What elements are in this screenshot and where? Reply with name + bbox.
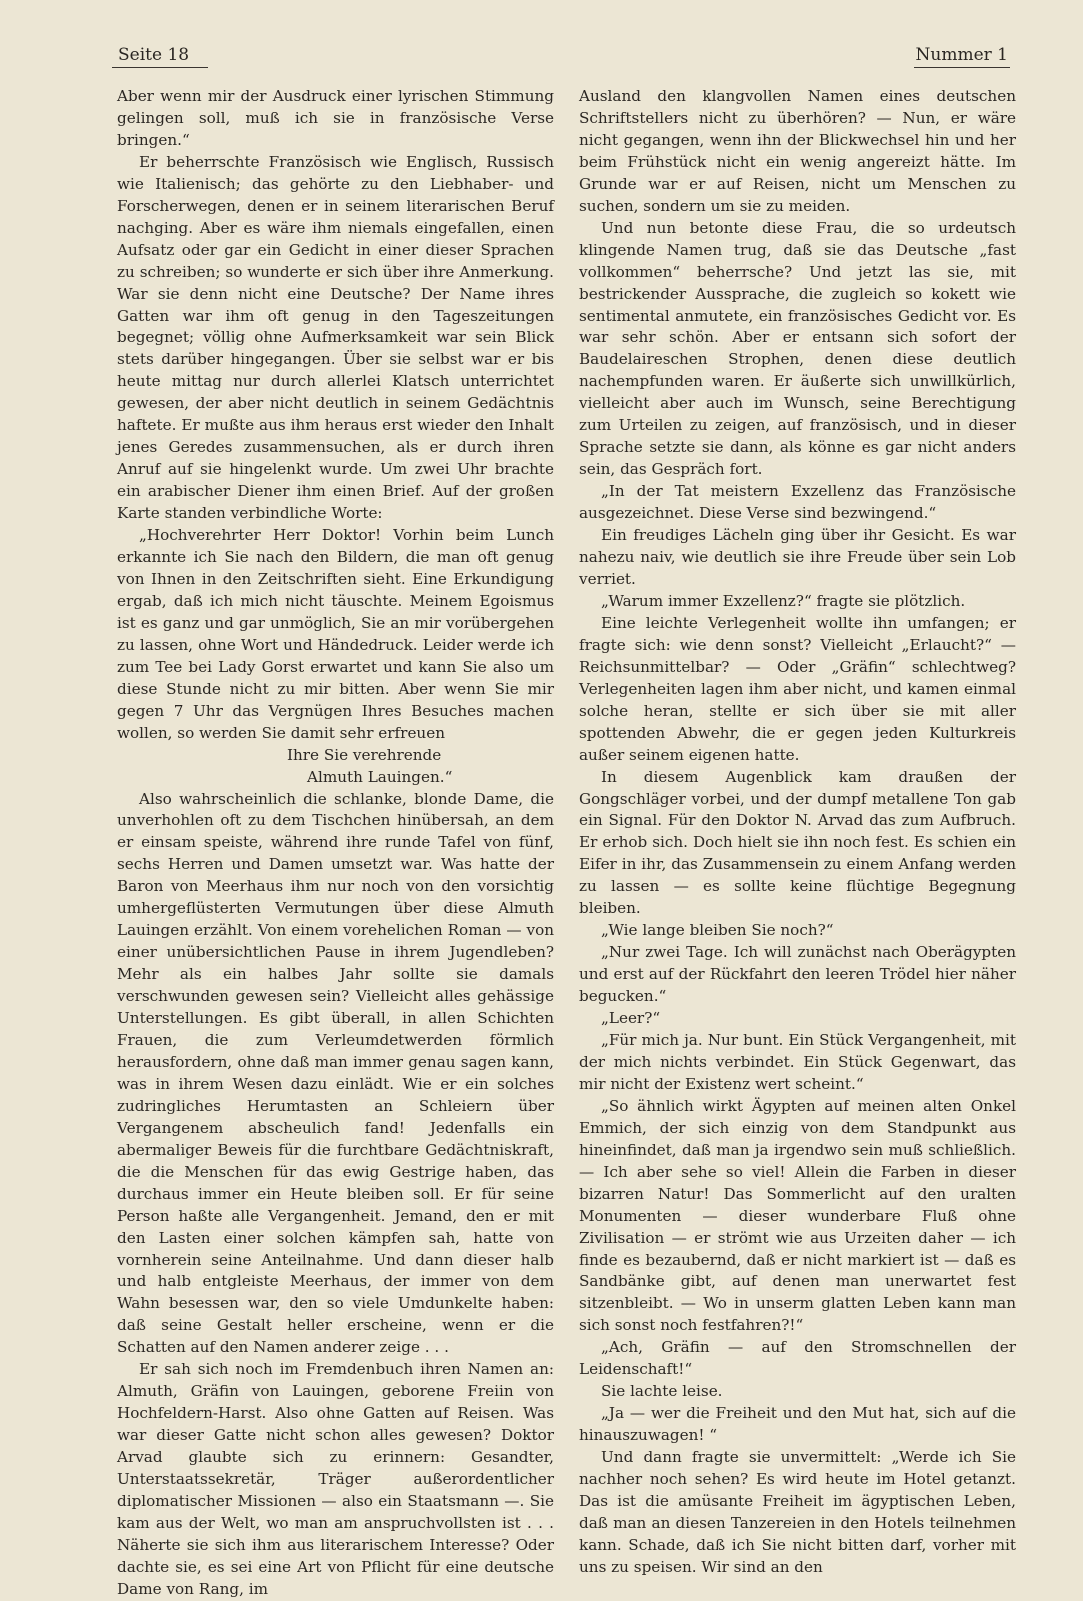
page-number: Seite 18 [118, 45, 190, 65]
paragraph: Und nun betonte diese Frau, die so urdeutsch klingende Namen trug, daß sie das Deutsche „fast vollkommen“ beherrsche? Und jetzt las sie, mit bestrickender Aussprache, die zugleich so kokett wie sentimental anmutete, ein französisches Gedicht vor. Es war sehr schön. Aber er entsann sich sofort der Baudelaireschen Strophen, denen diese deutlich nachempfunden waren. Er äußerte sich unwillkürlich, vielleicht aber auch im Wunsch, seine Berechtigung zum Urteilen zu zeigen, auf französisch, und in dieser Sprache setzte sie dann, als könne es gar nicht anders sein, das Gespräch fort. [579, 218, 1016, 479]
paragraph: „Nur zwei Tage. Ich will zunächst nach Oberägypten und erst auf der Rückfahrt den leeren Trödel hier näher begucken.“ [579, 943, 1016, 1006]
paragraph: „Für mich ja. Nur bunt. Ein Stück Vergangenheit, mit der mich nichts verbindet. Ein Stück Gegenwart, das mir nicht der Existenz wert scheint.“ [579, 1030, 1016, 1093]
paragraph: „In der Tat meistern Exzellenz das Französische ausgezeichnet. Diese Verse sind bezwingend.“ [579, 482, 1016, 523]
header-rule-right [914, 67, 1010, 68]
issue-number: Nummer 1 [915, 45, 1008, 65]
paragraph: In diesem Augenblick kam draußen der Gongschläger vorbei, und der dumpf metallene Ton gab ein Signal. Für den Doktor N. Arvad das zum Aufbruch. Er erhob sich. Doch hielt sie ihn noch fest. Es schien ein Eifer in ihr, das Zusammensein zu einem Anfang werden zu lassen — es sollte keine flüchtige Begegnung bleiben. [579, 767, 1016, 918]
paragraph: „Wie lange bleiben Sie noch?“ [601, 921, 834, 940]
paragraph: „So ähnlich wirkt Ägypten auf meinen alten Onkel Emmich, der sich einzig von dem Standpunkt aus hineinfindet, daß man ja irgendwo sein muß schließlich. — Ich aber sehe so viel! Allein die Farben in dieser bizarren Natur! Das Sommerlicht auf den uralten Monumenten — dieser wunderbare Fluß ohne Zivilisation — er strömt wie aus Urzeiten daher — ich finde es bezaubernd, daß er nicht markiert ist — daß es Sandbänke gibt, auf denen man unerwartet fest sitzenbleibt. — Wo in unserm glatten Leben kann man sich sonst noch festfahren?!“ [579, 1096, 1016, 1335]
left-column [117, 86, 554, 1601]
letter-closing: Ihre Sie verehrende [287, 745, 442, 764]
paragraph: Sie lachte leise. [601, 1382, 723, 1401]
paragraph: Und dann fragte sie unvermittelt: „Werde ich Sie nachher noch sehen? Es wird heute im Hotel getanzt. Das ist die amüsante Freiheit im ägyptischen Leben, daß man an diesen Tanzereien in den Hotels teilnehmen kann. Schade, daß ich Sie nicht bitten darf, vorher mit uns zu speisen. Wir sind an den [579, 1448, 1016, 1576]
paragraph: Er sah sich noch im Fremdenbuch ihren Namen an: Almuth, Gräfin von Lauingen, geborene Freiin von Hochfeldern-Harst. Also ohne Gatten auf Reisen. Was war dieser Gatte nicht schon alles gewesen? Doktor Arvad glaubte sich zu erinnern: Gesandter, Unterstaatssekretär, Träger außerordentlicher diplomatischer Missionen — also ein Staatsmann —. Sie kam aus der Welt, wo man am anspruchvollsten ist . . . Näherte sie sich ihm aus literarischem Interesse? Oder dachte sie, es sei eine Art von Pflicht für eine deutsche Dame von Rang, im [117, 1360, 554, 1598]
paragraph: Ein freudiges Lächeln ging über ihr Gesicht. Es war nahezu naiv, wie deutlich sie ihre Freude über sein Lob verriet. [579, 526, 1016, 588]
right-column [579, 86, 1016, 1579]
paragraph: Aber wenn mir der Ausdruck einer lyrischen Stimmung gelingen soll, muß ich sie in französische Verse bringen.“ [117, 87, 554, 149]
paragraph: „Ja — wer die Freiheit und den Mut hat, sich auf die hinauszuwagen! “ [579, 1404, 1016, 1445]
paragraph: „Ach, Gräfin — auf den Stromschnellen der Leidenschaft!“ [579, 1338, 1016, 1379]
letter-text: „Hochverehrter Herr Doktor! Vorhin beim Lunch erkannte ich Sie nach den Bildern, die man oft genug von Ihnen in den Zeitschriften sieht. Eine Erkundigung ergab, daß ich mich nicht täuschte. Meinem Egoismus ist es ganz und gar unmöglich, Sie an mir vorübergehen zu lassen, ohne Wort und Händedruck. Leider werde ich zum Tee bei Lady Gorst erwartet und kann Sie also um diese Stunde nicht zu mir bitten. Aber wenn Sie mir gegen 7 Uhr das Vergnügen Ihres Besuches machen wollen, so werden Sie damit sehr erfreuen [117, 526, 554, 742]
paragraph: „Warum immer Exzellenz?“ fragte sie plötzlich. [601, 591, 966, 610]
paragraph: „Leer?“ [601, 1009, 661, 1028]
letter-signature: Almuth Lauingen.“ [307, 767, 453, 786]
paragraph: Eine leichte Verlegenheit wollte ihn umfangen; er fragte sich: wie denn sonst? Vielleicht „Erlaucht?“ — Reichsunmittelbar? — Oder „Gräfin“ schlechtweg? Verlegenheiten lagen ihm aber nicht, und kamen einmal solche heran, stellte er sich über sie mit aller spottenden Abwehr, die er gegen jeden Kulturkreis außer seinem eigenen hatte. [579, 613, 1016, 764]
header-rule-left [112, 67, 208, 68]
paragraph: Ausland den klangvollen Namen eines deutschen Schriftstellers nicht zu überhören? — Nun, er wäre nicht gegangen, wenn ihn der Blickwechsel hin und her beim Frühstück nicht ein wenig angereizt hätte. Im Grunde war er auf Reisen, nicht um Menschen zu suchen, sondern um sie zu meiden. [579, 87, 1016, 215]
paragraph: Also wahrscheinlich die schlanke, blonde Dame, die unverhohlen oft zu dem Tischchen hinübersah, an dem er einsam speiste, während ihre runde Tafel von fünf, sechs Herren und Damen umsetzt war. Was hatte der Baron von Meerhaus ihm nur noch von den vorsichtig umhergeflüsterten Vermutungen über diese Almuth Lauingen erzählt. Von einem vorehelichen Roman — von einer unübersichtlichen Pause in ihrem Jugendleben? Mehr als ein halbes Jahr sollte sie damals verschwunden gewesen sein? Vielleicht alles gehässige Unterstellungen. Es gibt überall, in allen Schichten Frauen, die zum Verleumdetwerden förmlich herausfordern, ohne daß man immer genau sagen kann, was in ihrem Wesen dazu einlädt. Wie er ein solches zudringliches Herumtasten an Schleiern über Vergangenem abscheulich fand! Jedenfalls ein abermaliger Beweis für die furchtbare Gedächtniskraft, die die Menschen für das ewig Gestrige haben, das durchaus immer ein Heute bleiben soll. Er für seine Person haßte alle Vergangenheit. Jemand, den er mit den Lasten einer solchen kämpfen sah, hatte von vornherein seine Anteilnahme. Und dann dieser halb und halb entgleiste Meerhaus, der immer von dem Wahn besessen war, den so viele Umdunkelte haben: daß seine Gestalt heller erscheine, wenn er die Schatten auf den Namen anderer zeige . . . [117, 789, 554, 1357]
paragraph: Er beherrschte Französisch wie Englisch, Russisch wie Italienisch; das gehörte zu den Liebhaber- und Forscherwegen, denen er in seinem literarischen Beruf nachging. Aber es wäre ihm niemals eingefallen, einen Aufsatz oder gar ein Gedicht in einer dieser Sprachen zu schreiben; so wunderte er sich über ihre Anmerkung. War sie denn nicht eine Deutsche? Der Name ihres Gatten war ihm oft genug in den Tageszeitungen begegnet; völlig ohne Aufmerksamkeit war sein Blick stets darüber hingegangen. Über sie selbst war er bis heute mittag nur durch allerlei Klatsch unterrichtet gewesen, der aber nicht deutlich in seinem Gedächtnis haftete. Er mußte aus ihm heraus erst wieder den Inhalt jenes Geredes zusammensuchen, als er durch ihren Anruf auf sie hingelenkt wurde. Um zwei Uhr brachte ein arabischer Diener ihm einen Brief. Auf der großen Karte standen verbindliche Worte: [117, 152, 554, 523]
